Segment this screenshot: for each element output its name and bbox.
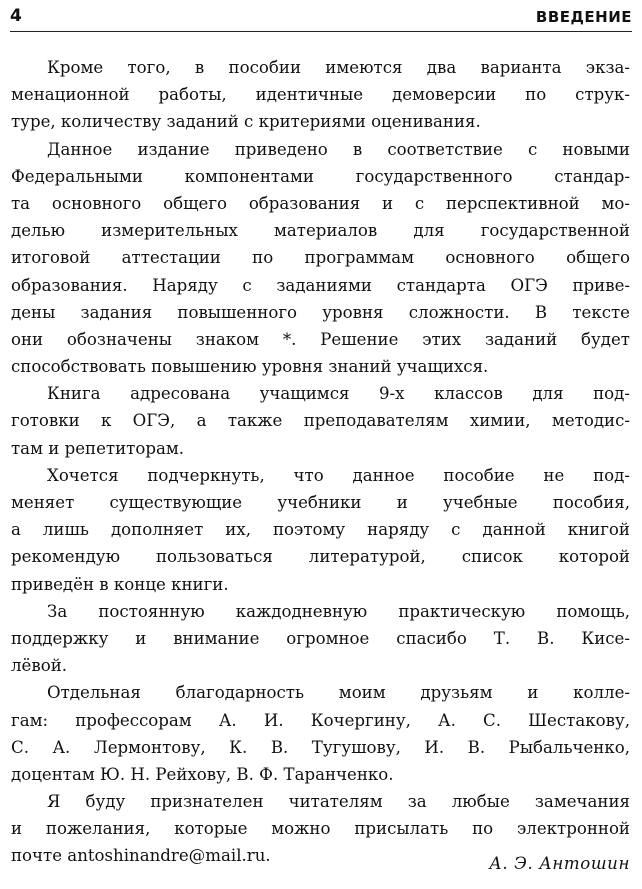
text-line: а лишь дополняет их, поэтому наряду с данной книгой xyxy=(11,520,630,540)
text-line: там и репетиторам. xyxy=(11,438,185,458)
text-line: способствовать повышению уровня знаний учащихся. xyxy=(11,357,489,377)
author-signature: А. Э. Антошин xyxy=(489,854,630,873)
text-line: и пожелания, которые можно присылать по электронной xyxy=(11,819,630,839)
running-head: ВВЕДЕНИЕ xyxy=(535,8,632,26)
text-line: Кроме того, в пособии имеются два варианта экза- xyxy=(47,58,630,77)
text-line: та основного общего образования и с перспективной мо- xyxy=(11,193,630,213)
text-line: менационной работы, идентичные демоверсии по струк- xyxy=(11,85,630,105)
text-line: лёвой. xyxy=(11,656,68,676)
text-line: приведён в конце книги. xyxy=(11,574,229,594)
text-line: поддержку и внимание огромное спасибо Т. В. Кисе- xyxy=(11,628,630,648)
text-line: доцентам Ю. Н. Рейхову, В. Ф. Таранченко. xyxy=(11,764,394,784)
text-line: Книга адресована учащимся 9-х классов для под- xyxy=(47,384,630,404)
body-text xyxy=(11,54,630,870)
text-line: образования. Наряду с заданиями стандарта ОГЭ приве- xyxy=(11,275,630,295)
text-line: рекомендую пользоваться литературой, список которой xyxy=(11,547,630,567)
text-line: За постоянную каждодневную практическую помощь, xyxy=(47,601,630,621)
text-line: С. А. Лермонтову, К. В. Тугушову, И. В. Рыбальченко, xyxy=(11,737,630,757)
text-line: Данное издание приведено в соответствие с новыми xyxy=(47,139,630,159)
text-line: делью измерительных материалов для государственной xyxy=(11,221,630,241)
text-line: дены задания повышенного уровня сложности. В тексте xyxy=(11,302,630,322)
page-header xyxy=(10,4,632,32)
text-line: меняет существующие учебники и учебные пособия, xyxy=(11,493,630,512)
text-line: гам: профессорам А. И. Кочергину, А. С. Шестакову, xyxy=(11,710,630,730)
text-line: туре, количеству заданий с критериями оценивания. xyxy=(11,112,481,132)
text-line: готовки к ОГЭ, а также преподавателям химии, методис- xyxy=(11,411,630,431)
text-line: Отдельная благодарность моим друзьям и колле- xyxy=(47,683,630,703)
text-line: Хочется подчеркнуть, что данное пособие не под- xyxy=(47,465,630,485)
page-number: 4 xyxy=(10,6,22,26)
text-line: они обозначены знаком *. Решение этих заданий будет xyxy=(11,329,630,349)
text-line: почте antoshinandre@mail.ru. xyxy=(11,846,271,866)
text-line: Федеральными компонентами государственного стандар- xyxy=(11,166,630,186)
text-line: итоговой аттестации по программам основного общего xyxy=(11,248,630,268)
text-line: Я буду признателен читателям за любые замечания xyxy=(47,792,630,812)
